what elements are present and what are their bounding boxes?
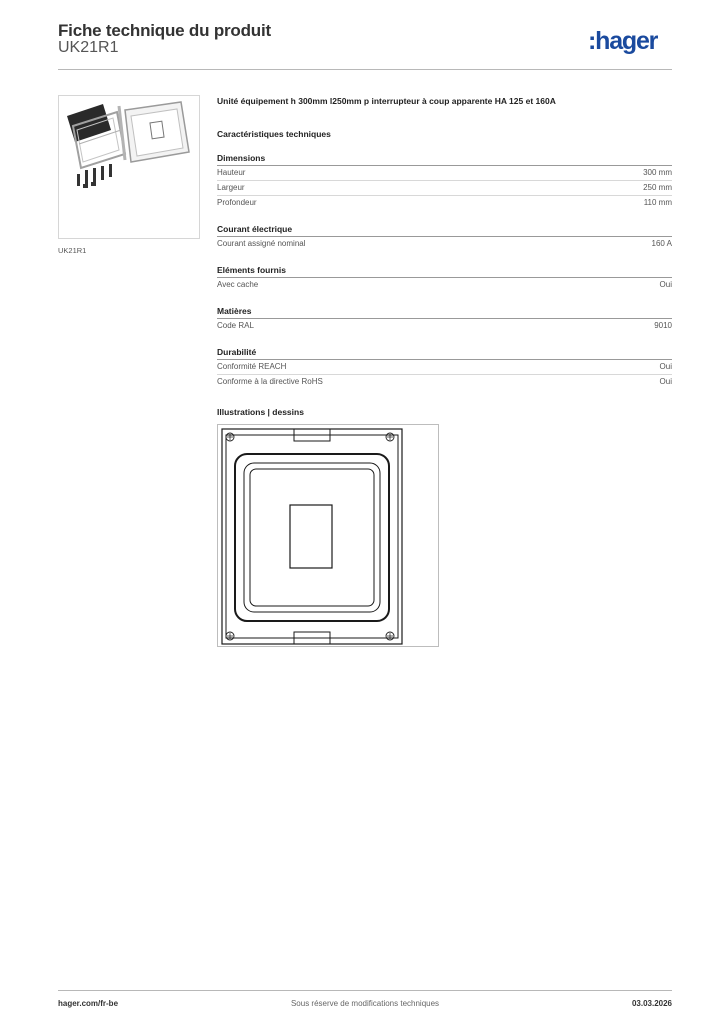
spec-value: 160 A bbox=[651, 239, 672, 248]
spec-row bbox=[217, 166, 672, 181]
spec-group-current bbox=[217, 223, 672, 251]
spec-label: Hauteur bbox=[217, 168, 246, 177]
product-photo-caption: UK21R1 bbox=[58, 246, 87, 255]
spec-group-title: Durabilité bbox=[217, 346, 672, 360]
spec-group-dimensions bbox=[217, 152, 672, 210]
spec-label: Code RAL bbox=[217, 321, 254, 330]
spec-row bbox=[217, 181, 672, 196]
spec-label: Conformité REACH bbox=[217, 362, 287, 371]
spec-row bbox=[217, 375, 672, 389]
page-header bbox=[58, 21, 672, 70]
spec-group-title: Courant électrique bbox=[217, 223, 672, 237]
spec-value: Oui bbox=[659, 362, 672, 371]
footer-date: 03.03.2026 bbox=[631, 999, 672, 1008]
page-footer bbox=[58, 990, 672, 1015]
spec-group-title: Eléments fournis bbox=[217, 264, 672, 278]
spec-group-title: Dimensions bbox=[217, 152, 672, 166]
spec-value: 110 mm bbox=[643, 198, 672, 207]
hager-logo-text: :hager bbox=[588, 27, 658, 55]
spec-row bbox=[217, 196, 672, 210]
spec-value: 300 mm bbox=[643, 168, 672, 177]
footer-website: hager.com/fr-be bbox=[58, 999, 119, 1008]
illustrations-heading: Illustrations | dessins bbox=[217, 407, 304, 417]
footer-notice: Sous réserve de modifications techniques bbox=[290, 999, 440, 1008]
technical-drawing-svg bbox=[218, 425, 438, 646]
spec-row bbox=[217, 237, 672, 251]
spec-value: Oui bbox=[659, 280, 672, 289]
technical-drawing bbox=[217, 424, 439, 647]
spec-value: 9010 bbox=[654, 321, 672, 330]
hager-logo bbox=[588, 27, 672, 55]
specifications-column bbox=[217, 95, 672, 417]
spec-group-durability bbox=[217, 346, 672, 389]
spec-label: Profondeur bbox=[217, 198, 257, 207]
spec-group-title: Matières bbox=[217, 305, 672, 319]
spec-row bbox=[217, 278, 672, 292]
spec-label: Courant assigné nominal bbox=[217, 239, 306, 248]
spec-group-supplied bbox=[217, 264, 672, 292]
product-photo bbox=[58, 95, 200, 239]
characteristics-heading: Caractéristiques techniques bbox=[217, 129, 331, 139]
spec-row bbox=[217, 319, 672, 333]
product-description: Unité équipement h 300mm l250mm p interrupteur à coup apparente HA 125 et 160A bbox=[217, 96, 556, 106]
spec-label: Avec cache bbox=[217, 280, 259, 289]
spec-label: Conforme à la directive RoHS bbox=[217, 377, 323, 386]
product-image-column bbox=[58, 95, 200, 255]
spec-label: Largeur bbox=[217, 183, 245, 192]
spec-group-materials bbox=[217, 305, 672, 333]
product-reference: UK21R1 bbox=[58, 39, 119, 56]
product-photo-drawing bbox=[59, 96, 199, 238]
document-title: Fiche technique du produit bbox=[58, 21, 271, 40]
spec-row bbox=[217, 360, 672, 375]
spec-value: 250 mm bbox=[643, 183, 672, 192]
spec-value: Oui bbox=[659, 377, 672, 386]
